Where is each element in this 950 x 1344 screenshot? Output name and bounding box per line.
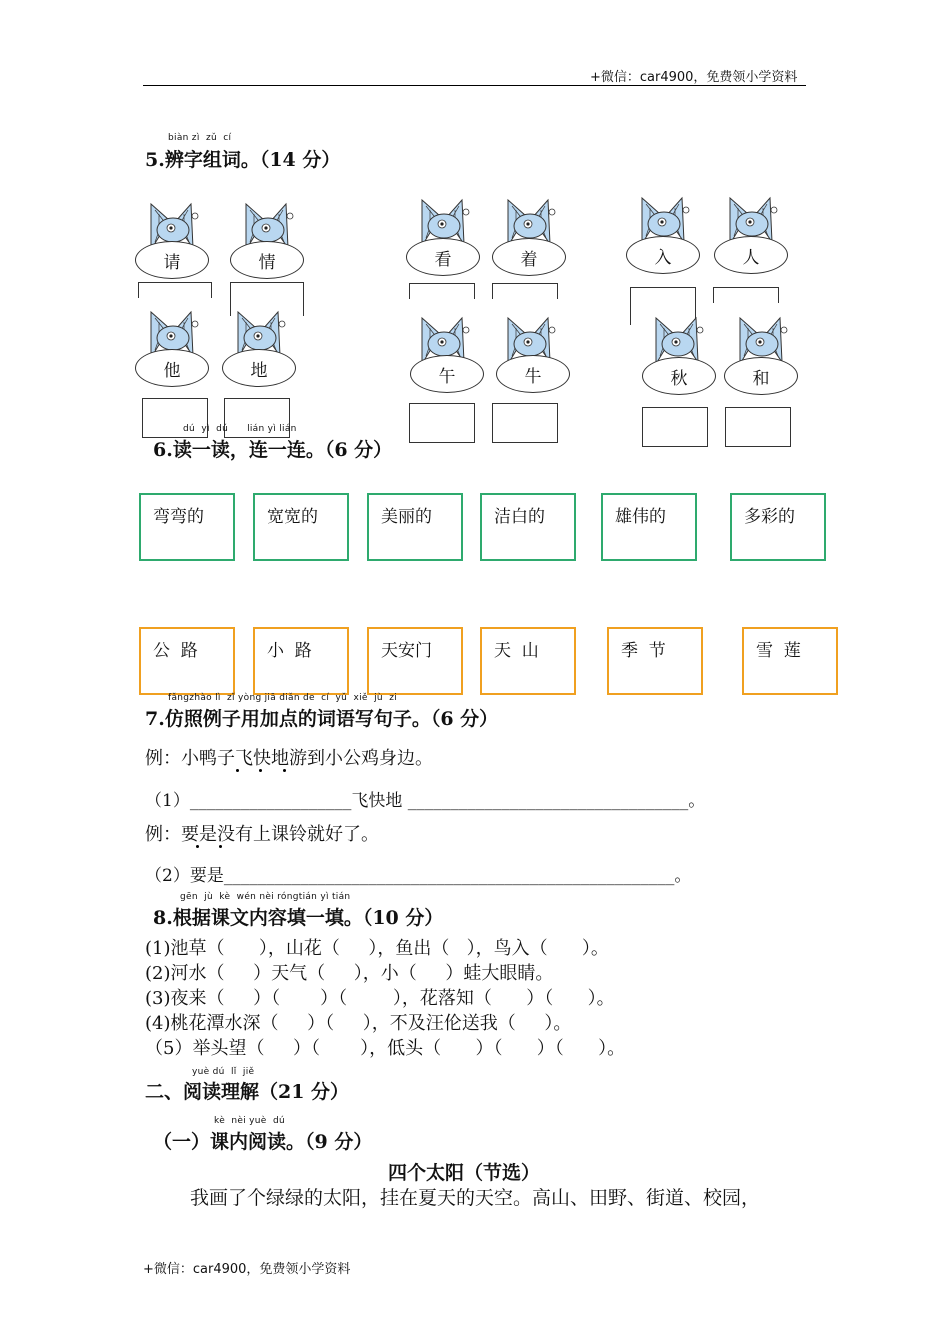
example-sentence-2: 例：要是没有上课铃就好了。 — [145, 824, 379, 845]
match-top-box[interactable]: 美丽的 — [367, 493, 463, 561]
char-oval: 着 — [492, 238, 566, 276]
emphasis-dot — [283, 769, 286, 772]
passage-text: 我画了个绿绿的太阳，挂在夏天的天空。高山、田野、街道、校园， — [190, 1187, 761, 1209]
char-oval: 情 — [230, 241, 304, 279]
fill-blank-line-1[interactable]: (1)池草（ ），山花（ ），鱼出（ ），鸟入（ ）。 — [145, 938, 609, 959]
answer-line-2[interactable]: （2）要是_____________________________________________________。 — [145, 866, 692, 886]
char-oval: 和 — [724, 357, 798, 395]
char-oval: 午 — [410, 355, 484, 393]
emphasis-dot — [259, 769, 262, 772]
sub1-title: （一）课内阅读。（9 分） — [153, 1131, 373, 1153]
fill-blank-line-2[interactable]: (2)河水（ ）天气（ ），小（ ）蛙大眼睛。 — [145, 963, 554, 984]
match-top-box[interactable]: 宽宽的 — [253, 493, 349, 561]
header-text: +微信：car4900，免费领小学资料 — [590, 70, 798, 85]
header-rule — [143, 85, 806, 86]
answer-box[interactable] — [725, 407, 791, 447]
answer-bracket[interactable] — [492, 283, 558, 299]
sub1-pinyin: kè nèi yuè dú — [214, 1116, 285, 1126]
char-oval: 秋 — [642, 357, 716, 395]
char-oval: 入 — [626, 236, 700, 274]
q7-pinyin: fǎngzhào lì zǐ yòng jiā diǎn de cí yǔ xiě jù zi — [168, 693, 398, 703]
char-oval: 请 — [135, 241, 209, 279]
fill-blank-line-4[interactable]: (4)桃花潭水深（ ）（ ），不及汪伦送我（ ）。 — [145, 1013, 572, 1034]
match-top-box[interactable]: 洁白的 — [480, 493, 576, 561]
char-oval: 他 — [135, 349, 209, 387]
q5-pinyin: biàn zì zǔ cí — [168, 133, 232, 143]
q7-title: 7.仿照例子用加点的词语写句子。（6 分） — [145, 708, 499, 730]
match-bottom-box[interactable]: 天安门 — [367, 627, 463, 695]
example-sentence-1: 例：小鸭子飞快地游到小公鸡身边。 — [145, 748, 433, 769]
emphasis-dot — [219, 845, 222, 848]
emphasis-dot — [196, 845, 199, 848]
q8-title: 8.根据课文内容填一填。（10 分） — [153, 907, 444, 929]
fill-blank-line-5[interactable]: （5）举头望（ ）（ ），低头（ ）（ ）（ ）。 — [145, 1038, 626, 1059]
q8-pinyin: gēn jù kè wén nèi róngtián yì tián — [180, 892, 351, 902]
char-oval: 看 — [406, 238, 480, 276]
footer-text: +微信：car4900，免费领小学资料 — [143, 1262, 351, 1277]
char-oval: 地 — [222, 349, 296, 387]
q5-title: 5.辨字组词。（14 分） — [145, 149, 341, 171]
answer-bracket[interactable] — [409, 283, 475, 299]
char-oval: 牛 — [496, 355, 570, 393]
answer-bracket[interactable] — [713, 287, 779, 303]
q6-pinyin: dú yì dú lián yì lián — [183, 424, 297, 434]
passage-title: 四个太阳（节选） — [388, 1162, 541, 1184]
match-bottom-box[interactable]: 天 山 — [480, 627, 576, 695]
q6-title: 6.读一读，连一连。（6 分） — [153, 439, 393, 461]
match-bottom-box[interactable]: 季 节 — [607, 627, 703, 695]
answer-box[interactable] — [409, 403, 475, 443]
match-top-box[interactable]: 弯弯的 — [139, 493, 235, 561]
fill-blank-line-3[interactable]: (3)夜来（ ）（ ）（ ），花落知（ ）（ ）。 — [145, 988, 615, 1009]
char-oval: 人 — [714, 236, 788, 274]
answer-line-1[interactable]: （1）___________________飞快地 _________________________________。 — [145, 791, 706, 811]
emphasis-dot — [236, 769, 239, 772]
match-bottom-box[interactable]: 公 路 — [139, 627, 235, 695]
answer-box[interactable] — [492, 403, 558, 443]
match-bottom-box[interactable]: 小 路 — [253, 627, 349, 695]
answer-box[interactable] — [642, 407, 708, 447]
answer-bracket[interactable] — [138, 282, 212, 298]
match-bottom-box[interactable]: 雪 莲 — [742, 627, 838, 695]
section2-title: 二、阅读理解（21 分） — [145, 1081, 350, 1103]
match-top-box[interactable]: 多彩的 — [730, 493, 826, 561]
match-top-box[interactable]: 雄伟的 — [601, 493, 697, 561]
section2-pinyin: yuè dú lǐ jiě — [192, 1067, 255, 1077]
